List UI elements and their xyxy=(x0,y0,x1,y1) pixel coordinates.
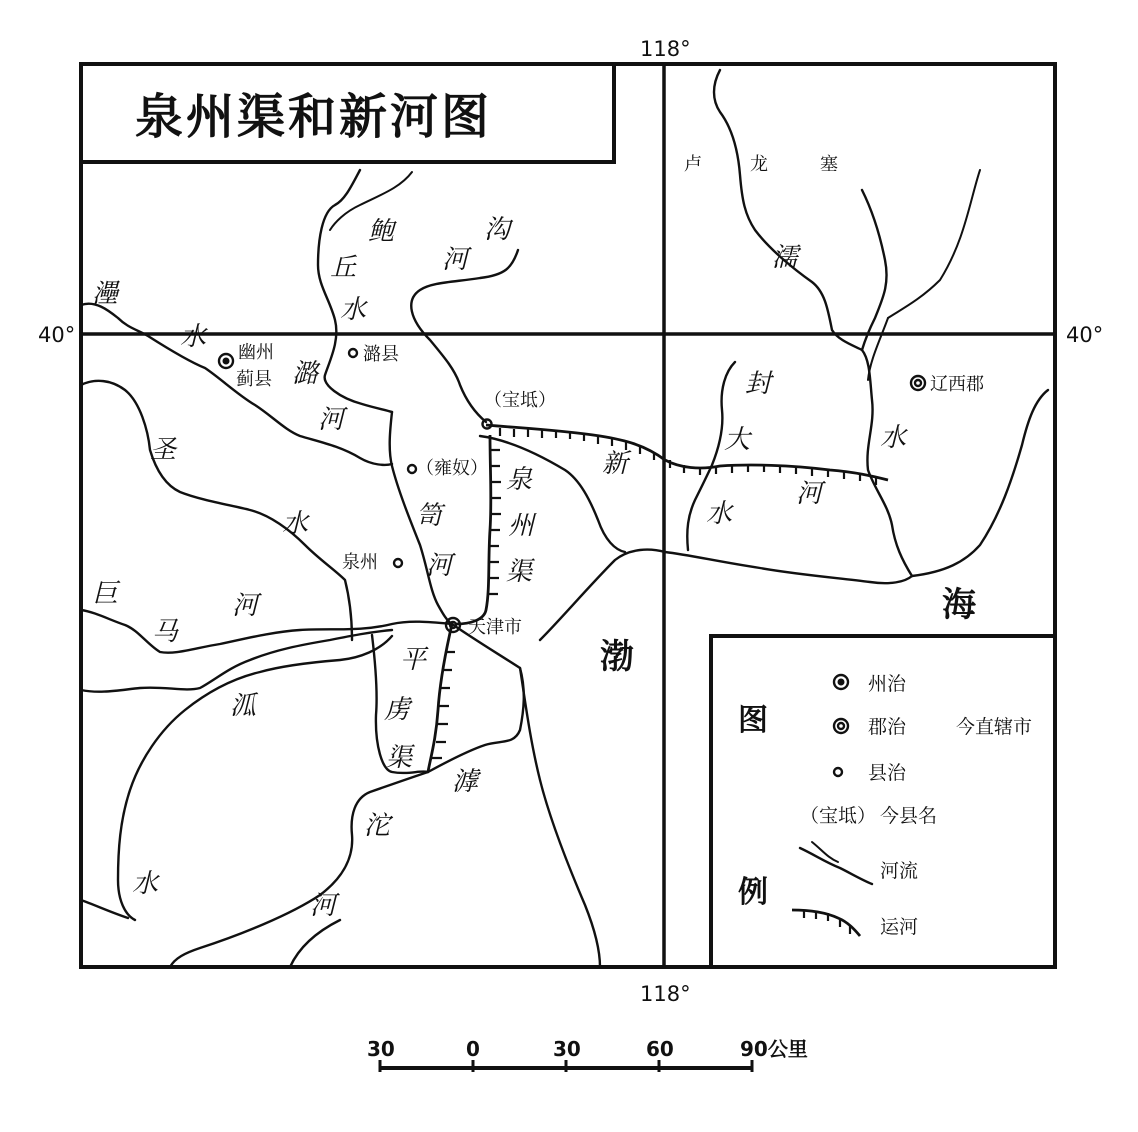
river-hutuo-south xyxy=(290,920,340,967)
place-liaoxi: 辽西郡 xyxy=(930,374,984,395)
river-ru-east-branch xyxy=(888,170,980,318)
liaoxi-symbol-outer xyxy=(911,376,925,390)
river-to-sea-south xyxy=(520,668,600,967)
label-liaoxi-water: 水 xyxy=(880,423,907,453)
scale-label-0: 30 xyxy=(367,1037,395,1061)
label-sheng-1: 圣 xyxy=(150,435,177,465)
label-hutuo-3: 河 xyxy=(310,891,337,921)
quanzhou-symbol xyxy=(394,559,402,567)
label-xin-2: 河 xyxy=(796,479,823,509)
label-sheng-2: 水 xyxy=(282,509,309,539)
label-gou-canal-2: 河 xyxy=(426,551,453,581)
label-pinglu-1: 平 xyxy=(400,645,427,675)
label-gu-2: 水 xyxy=(132,869,159,899)
label-ru: 濡 xyxy=(772,243,799,273)
yongnu-symbol xyxy=(408,465,416,473)
river-gu xyxy=(118,636,392,920)
legend-title-top: 图 xyxy=(738,703,768,738)
river-liaoxi xyxy=(912,390,1048,576)
scale-label-3: 60 xyxy=(646,1037,674,1061)
label-lei-1: 灅 xyxy=(92,279,119,309)
legend-canal: 运河 xyxy=(880,916,919,938)
coord-right: 40° xyxy=(1066,323,1104,347)
label-feng-2: 大 xyxy=(724,425,751,455)
label-quanzhouqu-3: 渠 xyxy=(506,557,533,587)
river-south-delta xyxy=(428,624,524,772)
label-baoqiu-1: 鲍 xyxy=(368,217,395,247)
river-sheng xyxy=(81,381,352,640)
label-lulong-1: 卢 xyxy=(684,154,702,175)
label-gou-1: 沟 xyxy=(484,215,511,245)
scale-label-1: 0 xyxy=(466,1037,480,1061)
river-ru-east xyxy=(862,190,887,350)
youzhou-dot xyxy=(223,358,230,365)
legend-zhixiashi: 今直辖市 xyxy=(956,716,1033,738)
label-lulong-2: 龙 xyxy=(750,154,768,175)
coord-top: 118° xyxy=(640,37,691,61)
river-main-coast xyxy=(540,550,912,640)
label-gu-1: 泒 xyxy=(230,691,257,721)
sea-label-bo: 渤 xyxy=(600,637,634,677)
label-lu-1: 潞 xyxy=(292,359,319,389)
place-baodi: （宝坻） xyxy=(484,390,556,411)
map-title: 泉州渠和新河图 xyxy=(135,89,493,145)
legend-zhou-dot xyxy=(838,679,845,686)
settlements xyxy=(219,342,984,638)
scale-label-4: 90公里 xyxy=(740,1037,808,1061)
label-lei-2: 水 xyxy=(180,322,207,352)
label-juma-3: 河 xyxy=(232,591,259,621)
label-feng-1: 封 xyxy=(745,369,772,399)
sea-label-hai: 海 xyxy=(942,585,976,625)
place-jixian: 蓟县 xyxy=(236,369,272,390)
label-lulong-3: 塞 xyxy=(820,154,838,175)
coord-bottom: 118° xyxy=(640,982,691,1006)
label-gou-2: 河 xyxy=(442,245,469,275)
place-quanzhou: 泉州 xyxy=(342,552,378,573)
legend-jinxianming: 今县名 xyxy=(880,805,938,827)
label-lu-2: 河 xyxy=(318,405,345,435)
label-baoqiu-3: 水 xyxy=(340,295,367,325)
label-hutuo-2: 沱 xyxy=(364,811,391,841)
legend-junzhi: 郡治 xyxy=(868,716,907,738)
label-quanzhouqu-1: 泉 xyxy=(506,465,533,495)
river-juma xyxy=(81,610,452,653)
label-juma-2: 马 xyxy=(152,617,179,647)
label-quanzhouqu-2: 州 xyxy=(508,511,535,541)
canal-pinglu xyxy=(428,624,452,772)
label-juma-1: 巨 xyxy=(92,579,119,609)
legend-river: 河流 xyxy=(880,860,919,882)
place-yongnu: （雍奴） xyxy=(416,458,488,479)
label-pinglu-3: 渠 xyxy=(386,743,413,773)
scale-label-2: 30 xyxy=(553,1037,581,1061)
coord-left: 40° xyxy=(38,323,76,347)
label-baoqiu-2: 丘 xyxy=(330,253,357,283)
river-hutuo xyxy=(170,772,428,967)
legend-title-bottom: 例 xyxy=(738,875,768,910)
label-pinglu-2: 虏 xyxy=(384,695,411,725)
place-youzhou: 幽州 xyxy=(238,342,274,363)
label-feng-3: 水 xyxy=(706,499,733,529)
place-tianjin: 天津市 xyxy=(468,617,522,638)
legend-xianzhi: 县治 xyxy=(868,762,907,784)
label-xin-1: 新 xyxy=(602,449,629,479)
river-baoqiu xyxy=(318,170,392,412)
legend-zhouzhi: 州治 xyxy=(868,673,907,695)
label-gou-canal-1: 笥 xyxy=(416,501,443,531)
place-luxian: 潞县 xyxy=(363,344,399,365)
legend xyxy=(711,636,1055,967)
legend-baodi-sample: （宝坻） xyxy=(800,805,877,827)
label-hutuo-1: 滹 xyxy=(452,767,479,797)
scale-bar xyxy=(367,1037,808,1072)
liaoxi-symbol-inner xyxy=(915,380,921,386)
luxian-symbol xyxy=(349,349,357,357)
